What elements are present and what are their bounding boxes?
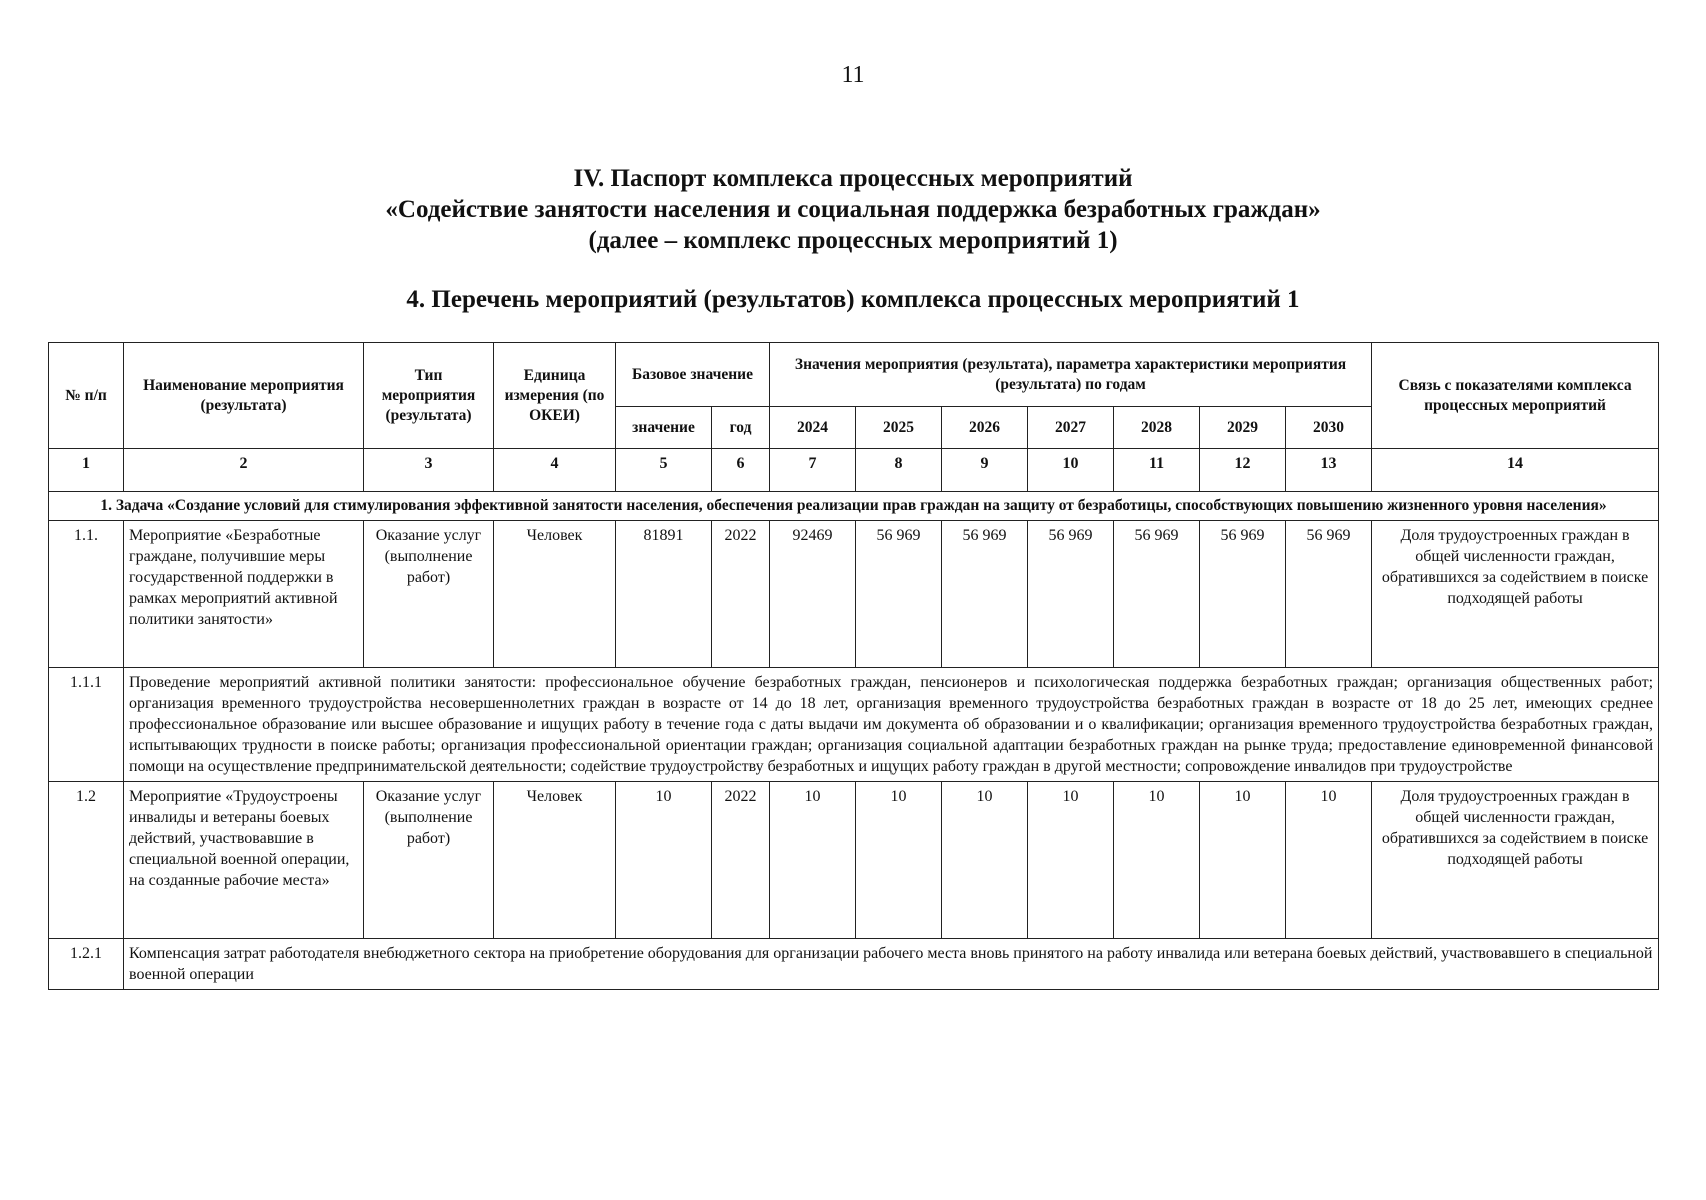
column-number: 6: [712, 449, 770, 492]
column-numbers-row: [49, 449, 1659, 492]
header-year: 2028: [1114, 407, 1200, 449]
header-values-by-year: Значения мероприятия (результата), параметра характеристики мероприятия (результата) по годам: [770, 343, 1372, 407]
row-name: Мероприятие «Трудоустроены инвалиды и ветераны боевых действий, участвовавшие в специальной военной операции, на созданные рабочие места»: [124, 782, 364, 939]
table-row: [49, 521, 1659, 668]
row-value-2026: 10: [942, 782, 1028, 939]
header-year: 2027: [1028, 407, 1114, 449]
header-name: Наименование мероприятия (результата): [124, 343, 364, 449]
column-number: 13: [1286, 449, 1372, 492]
row-num: 1.2: [49, 782, 124, 939]
row-value-2025: 56 969: [856, 521, 942, 668]
description-row: [49, 668, 1659, 782]
table-row: [49, 782, 1659, 939]
column-number: 2: [124, 449, 364, 492]
page-number: 11: [841, 62, 865, 88]
column-number: 8: [856, 449, 942, 492]
row-base-year: 2022: [712, 521, 770, 668]
row-value-2028: 10: [1114, 782, 1200, 939]
header-year: 2030: [1286, 407, 1372, 449]
row-base-value: 81891: [616, 521, 712, 668]
column-number: 9: [942, 449, 1028, 492]
header-link: Связь с показателями комплекса процессных мероприятий: [1372, 343, 1659, 449]
column-number: 7: [770, 449, 856, 492]
document-title: [0, 163, 1706, 256]
row-value-2027: 56 969: [1028, 521, 1114, 668]
column-number: 3: [364, 449, 494, 492]
row-value-2024: 10: [770, 782, 856, 939]
row-value-2024: 92469: [770, 521, 856, 668]
task-text: 1. Задача «Создание условий для стимулирования эффективной занятости населения, обеспечения реализации прав граждан на защиту от безработицы, способствующих повышению жизненного уровня населения»: [49, 492, 1659, 521]
description-num: 1.1.1: [49, 668, 124, 782]
row-value-2027: 10: [1028, 782, 1114, 939]
row-value-2025: 10: [856, 782, 942, 939]
row-unit: Человек: [494, 782, 616, 939]
column-number: 14: [1372, 449, 1659, 492]
row-unit: Человек: [494, 521, 616, 668]
header-year: 2025: [856, 407, 942, 449]
row-base-year: 2022: [712, 782, 770, 939]
row-type: Оказание услуг (выполнение работ): [364, 521, 494, 668]
row-value-2029: 56 969: [1200, 521, 1286, 668]
title-line-1: IV. Паспорт комплекса процессных мероприятий: [573, 165, 1133, 192]
task-row: [49, 492, 1659, 521]
column-number: 1: [49, 449, 124, 492]
row-link: Доля трудоустроенных граждан в общей численности граждан, обратившихся за содействием в поиске подходящей работы: [1372, 521, 1659, 668]
header-type: Тип мероприятия (результата): [364, 343, 494, 449]
row-value-2029: 10: [1200, 782, 1286, 939]
row-name: Мероприятие «Безработные граждане, получившие меры государственной поддержки в рамках мероприятий активной политики занятости»: [124, 521, 364, 668]
column-number: 11: [1114, 449, 1200, 492]
header-base-year: год: [712, 407, 770, 449]
header-year: 2024: [770, 407, 856, 449]
row-type: Оказание услуг (выполнение работ): [364, 782, 494, 939]
column-number: 12: [1200, 449, 1286, 492]
measures-table: [48, 342, 1659, 990]
header-num: № п/п: [49, 343, 124, 449]
header-unit: Единица измерения (по ОКЕИ): [494, 343, 616, 449]
title-line-2: «Содействие занятости населения и социальная поддержка безработных граждан»: [385, 196, 1321, 223]
header-base-value: значение: [616, 407, 712, 449]
row-base-value: 10: [616, 782, 712, 939]
section-subtitle: 4. Перечень мероприятий (результатов) комплекса процессных мероприятий 1: [406, 286, 1300, 313]
row-value-2026: 56 969: [942, 521, 1028, 668]
row-num: 1.1.: [49, 521, 124, 668]
column-number: 5: [616, 449, 712, 492]
column-number: 10: [1028, 449, 1114, 492]
header-year: 2026: [942, 407, 1028, 449]
description-text: Компенсация затрат работодателя внебюджетного сектора на приобретение оборудования для организации рабочего места вновь принятого на работу инвалида или ветерана боевых действий, участвовавшего в специальной военной операции: [124, 939, 1659, 990]
title-line-3: (далее – комплекс процессных мероприятий 1): [588, 227, 1118, 254]
description-row: [49, 939, 1659, 990]
description-num: 1.2.1: [49, 939, 124, 990]
row-link: Доля трудоустроенных граждан в общей численности граждан, обратившихся за содействием в поиске подходящей работы: [1372, 782, 1659, 939]
description-text: Проведение мероприятий активной политики занятости: профессиональное обучение безработных граждан, пенсионеров и психологическая поддержка безработных граждан; организация общественных работ; организация временного трудоустройства несовершеннолетних граждан в возрасте от 14 до 18 лет, организация временного трудоустройства безработных граждан в возрасте от 18 до 25 лет, имеющих среднее профессиональное образование или высшее образование и ищущих работу в течение года с даты выдачи им документа об образовании и о квалификации; организация временного трудоустройства безработных граждан, испытывающих трудности в поиске работы; организация профессиональной ориентации граждан; организация социальной адаптации безработных граждан на рынке труда; предоставление единовременной финансовой помощи на осуществление предпринимательской деятельности; содействие трудоустройству безработных и ищущих работу граждан в другой местности; сопровождение инвалидов при трудоустройстве: [124, 668, 1659, 782]
header-year: 2029: [1200, 407, 1286, 449]
row-value-2030: 56 969: [1286, 521, 1372, 668]
row-value-2028: 56 969: [1114, 521, 1200, 668]
header-base: Базовое значение: [616, 343, 770, 407]
row-value-2030: 10: [1286, 782, 1372, 939]
column-number: 4: [494, 449, 616, 492]
